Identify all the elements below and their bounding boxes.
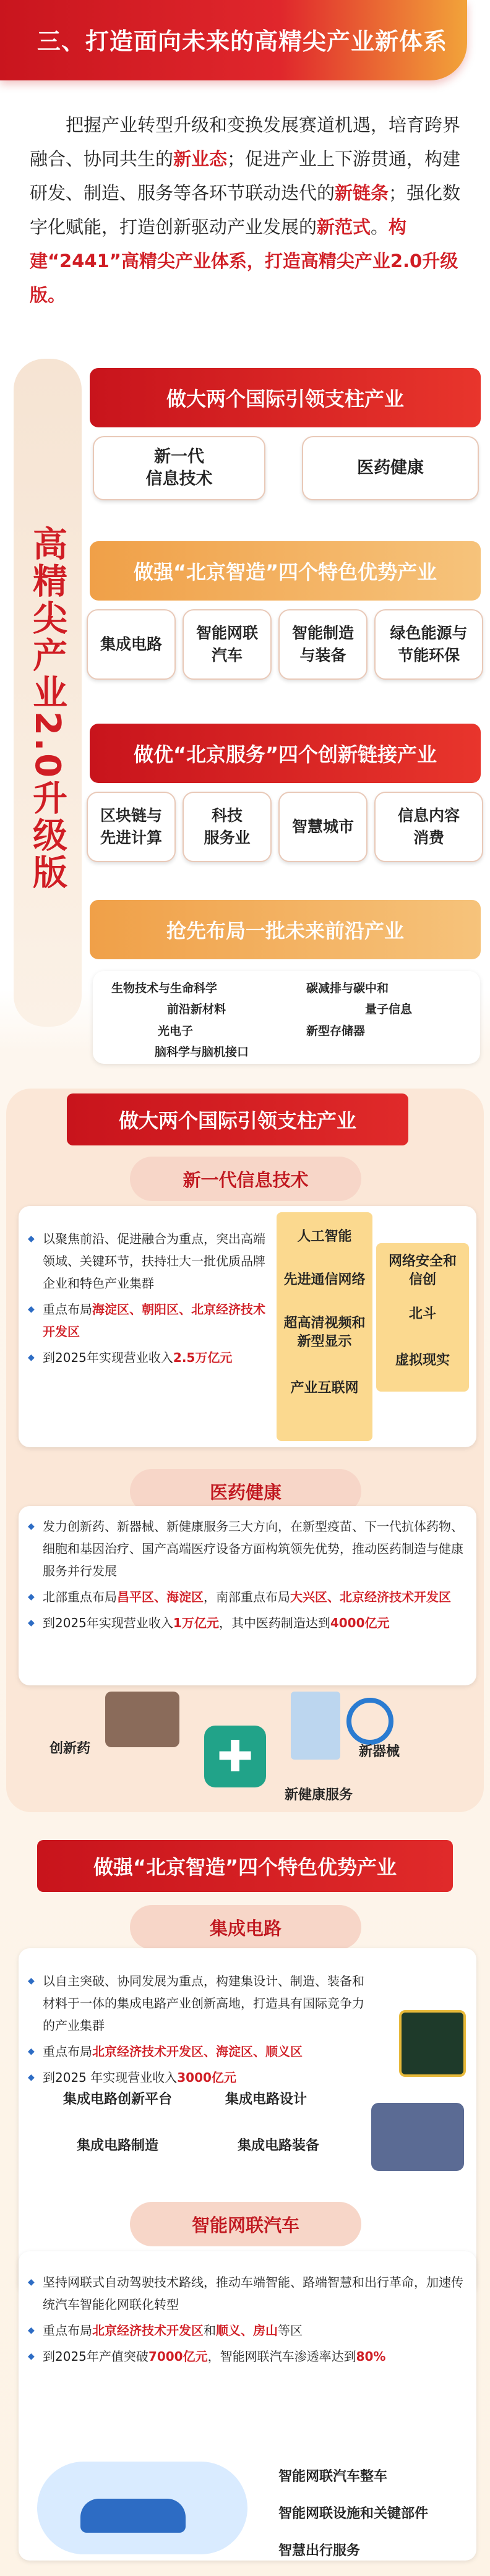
ic-pill: 集成电路	[130, 1905, 361, 1949]
it-pill: 新一代信息技术	[130, 1157, 361, 1201]
intro-text-4: 。	[371, 216, 389, 237]
ic-tile-platform: 集成电路创新平台	[62, 2092, 172, 2107]
pillar-zhizao-header: 做强“北京智造”四个特色优势产业	[90, 541, 481, 601]
future-tag-2: 碳减排与碳中和	[306, 982, 389, 995]
car-tile-infrastructure: 智能网联设施和关键部件	[278, 2506, 429, 2522]
pillar-fuwu-item-4: 信息内容 消费	[374, 792, 483, 862]
car-bullet-3: ◆ 到2025年产值突破7000亿元，智能网联汽车渗透率达到80%	[28, 2345, 467, 2368]
it-tile-beidou: 北斗	[408, 1306, 436, 1322]
intro-text-1: 把握产业转型升级和变换发展赛道机遇，培育跨界融合、协同共生的	[30, 114, 461, 169]
future-tag-3: 前沿新材料	[167, 1003, 226, 1016]
intro-highlight-4: 构建“2441”高精尖产业体系，打造高精尖产业2.0升级版。	[30, 216, 458, 306]
pillar-zhizao-item-2: 智能网联 汽车	[183, 609, 272, 680]
future-tag-1: 生物技术与生命科学	[111, 982, 218, 995]
pillar-future-header: 抢先布局一批未来前沿产业	[90, 900, 481, 959]
ic-bullet-3: ◆ 到2025 年实现营业收入3000亿元	[28, 2066, 374, 2089]
iv-bag-icon	[291, 1692, 340, 1760]
intro-text-3: ；强化数字化赋能，打造创新驱动产业发展的	[30, 182, 461, 237]
ic-bullet-1: ◆ 以自主突破、协同发展为重点，构建集设计、制造、装备和材料于一体的集成电路产业创新高地，打造具有国际竞争力的产业集群	[28, 1970, 374, 2037]
it-tile-uhd: 超高清视频和 新型显示	[283, 1316, 366, 1350]
intro-paragraph	[30, 108, 463, 312]
cpu-icon	[371, 2103, 464, 2171]
it-bullets	[28, 1228, 269, 1372]
future-tag-6: 新型存储器	[306, 1024, 366, 1038]
pillar-fuwu-item-2: 科技 服务业	[183, 792, 272, 862]
pillar-fuwu-header: 做优“北京服务”四个创新链接产业	[90, 724, 481, 783]
detail2-title: 做强“北京智造”四个特色优势产业	[37, 1840, 453, 1892]
section-title: 三、打造面向未来的高精尖产业新体系	[37, 28, 448, 55]
intro-highlight-3: 新范式	[317, 216, 371, 237]
med-bullet-2: ◆ 北部重点布局昌平区、海淀区，南部重点布局大兴区、北京经济技术开发区	[28, 1586, 467, 1608]
ic-tile-equipment: 集成电路装备	[237, 2138, 319, 2154]
med-bullet-3: ◆ 到2025年实现营业收入1万亿元，其中医药制造达到4000亿元	[28, 1612, 467, 1634]
detail1-title: 做大两个国际引领支柱产业	[67, 1093, 408, 1145]
future-tag-4: 量子信息	[365, 1003, 413, 1016]
side-label-panel	[14, 359, 82, 1027]
intro-text-2: ；促进产业上下游贯通，构建研发、制造、服务等各环节联动迭代的	[30, 148, 461, 203]
it-tile-vr: 虚拟现实	[395, 1353, 450, 1368]
car-tile-mobility-service: 智慧出行服务	[278, 2543, 361, 2559]
intro-highlight-1: 新业态	[173, 148, 228, 169]
med-label-devices: 新器械	[359, 1744, 400, 1760]
medicine-bottles-icon	[105, 1692, 179, 1747]
pillar-intl-header: 做大两个国际引领支柱产业	[90, 368, 481, 427]
stethoscope-icon	[346, 1698, 393, 1745]
pillar-zhizao-item-4: 绿色能源与 节能环保	[374, 609, 483, 680]
health-service-icon: ✚	[204, 1726, 266, 1787]
future-tag-5: 光电子	[158, 1024, 194, 1038]
car-bullets	[28, 2271, 467, 2371]
future-tag-7: 脑科学与脑机接口	[155, 1045, 249, 1059]
it-bullet-3: ◆ 到2025年实现营业收入2.5万亿元	[28, 1346, 269, 1369]
it-tile-ai: 人工智能	[297, 1229, 352, 1244]
med-bullet-1: ◆ 发力创新药、新器械、新健康服务三大方向，在新型疫苗、下一代抗体药物、细胞和基因治疗、国产高端医疗设备方面构筑领先优势，推动医药制造与健康服务并行发展	[28, 1515, 467, 1582]
pillar-zhizao-item-3: 智能制造 与装备	[278, 609, 368, 680]
it-tile-security: 网络安全和 信创	[388, 1254, 457, 1288]
side-label-text: 高精尖产业2.0升级版	[27, 526, 67, 892]
pillar-intl-item-med: 医药健康	[302, 436, 479, 500]
car-pill: 智能网联汽车	[130, 2202, 361, 2246]
pillar-intl-item-it: 新一代 信息技术	[93, 436, 265, 500]
car-bullet-1: ◆ 坚持网联式自动驾驶技术路线，推动车端智能、路端智慧和出行革命，加速传统汽车智能化网联化转型	[28, 2271, 467, 2316]
ic-bullets	[28, 1970, 374, 2092]
ic-tile-manufacturing: 集成电路制造	[76, 2138, 158, 2154]
med-label-drugs: 创新药	[49, 1741, 91, 1757]
pillar-fuwu-item-3: 智慧城市	[278, 792, 368, 862]
med-label-health-services: 新健康服务	[285, 1787, 353, 1803]
ic-tile-design: 集成电路设计	[225, 2092, 307, 2107]
pillar-zhizao-item-1: 集成电路	[87, 609, 176, 680]
ic-bullet-2: ◆ 重点布局北京经济技术开发区、海淀区、顺义区	[28, 2040, 374, 2063]
it-tile-industrial-internet: 产业互联网	[290, 1380, 359, 1396]
section-banner	[0, 0, 467, 80]
car-tile-vehicle: 智能网联汽车整车	[278, 2469, 388, 2484]
chip-icon	[399, 2010, 466, 2077]
med-pill: 医药健康	[130, 1469, 361, 1513]
it-tile-network: 先进通信网络	[283, 1272, 366, 1288]
intro-highlight-2: 新链条	[335, 182, 389, 203]
med-bullets	[28, 1515, 467, 1638]
pillar-fuwu-item-1: 区块链与 先进计算	[87, 792, 176, 862]
car-bullet-2: ◆ 重点布局北京经济技术开发区和顺义、房山等区	[28, 2319, 467, 2342]
car-icon	[80, 2499, 186, 2533]
it-bullet-2: ◆ 重点布局海淀区、朝阳区、北京经济技术开发区	[28, 1298, 269, 1343]
it-bullet-1: ◆ 以聚焦前沿、促进融合为重点，突出高端领域、关键环节，扶持壮大一批优质品牌企业和特色产业集群	[28, 1228, 269, 1294]
